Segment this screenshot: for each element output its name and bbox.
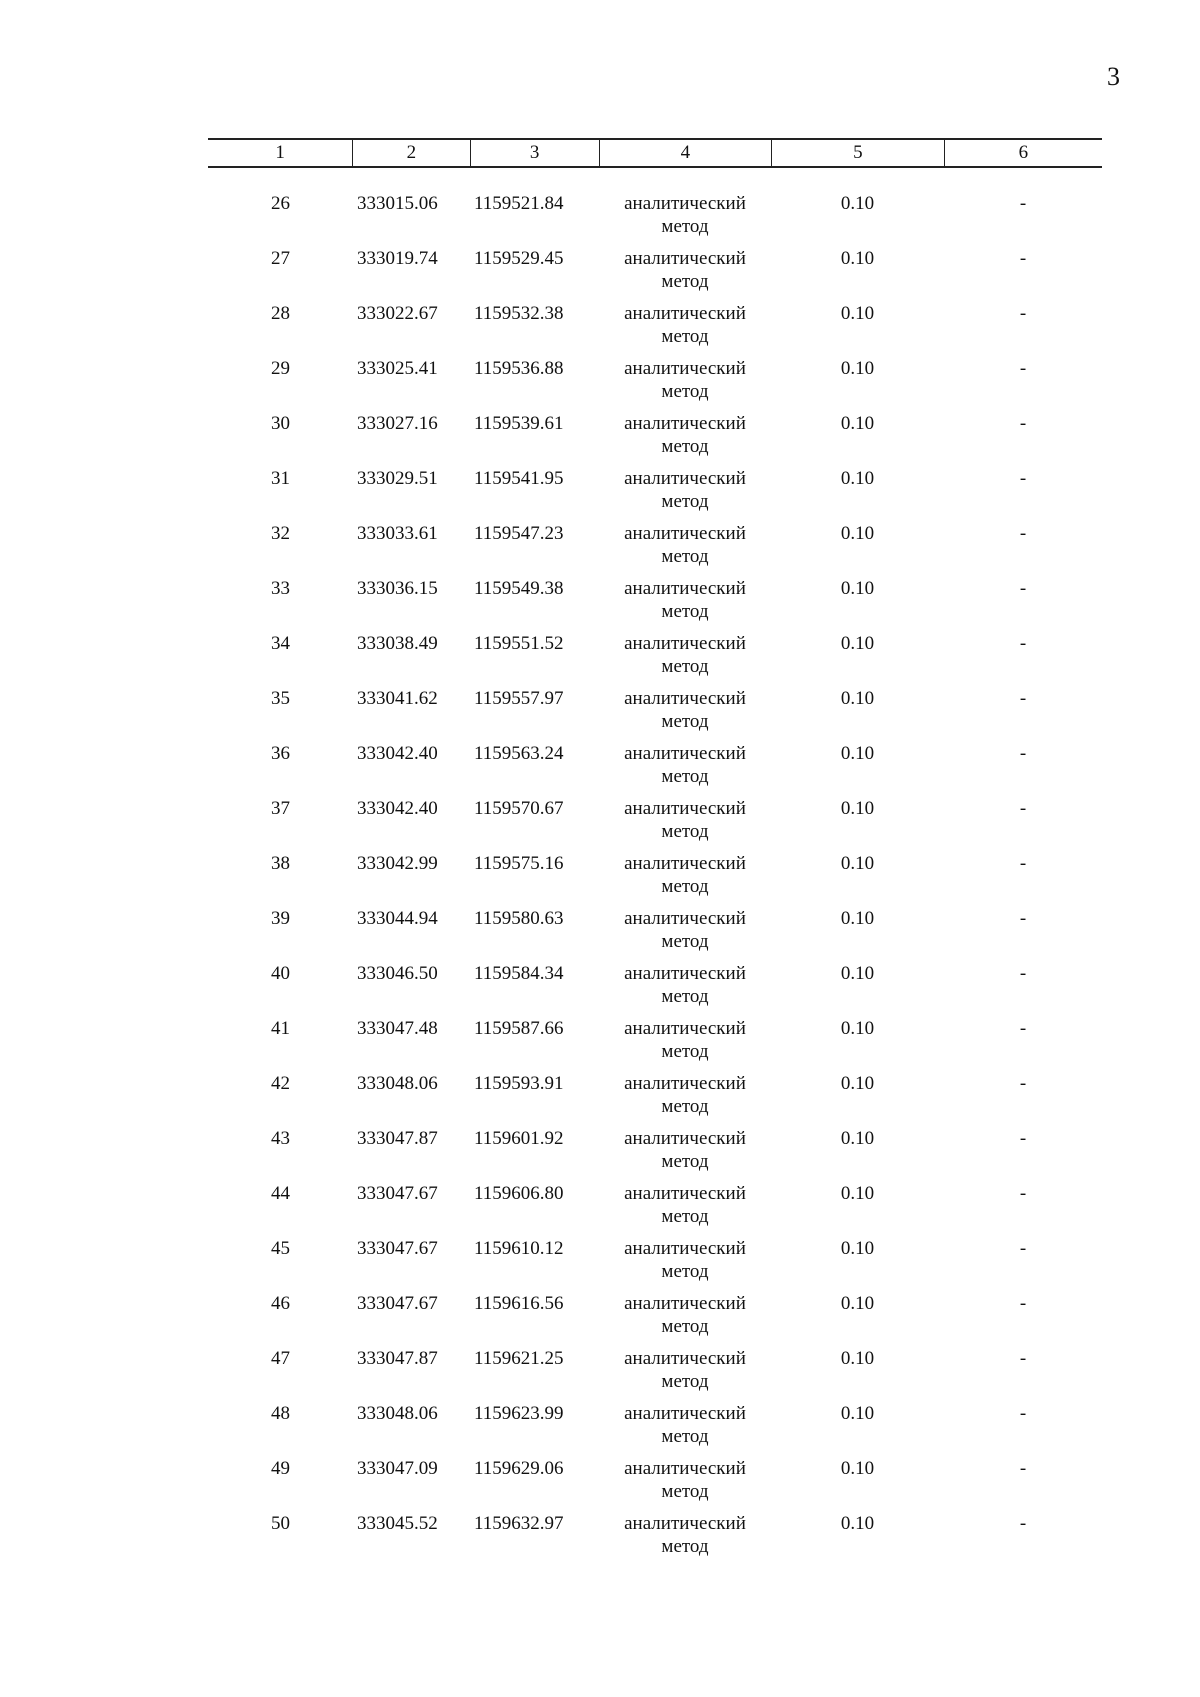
- y-coordinate-cell: 1159536.88: [474, 358, 564, 379]
- method-cell: [599, 1292, 771, 1338]
- point-number-cell: 29: [271, 358, 290, 379]
- method-line: аналитический: [624, 1018, 746, 1039]
- method-cell: [599, 1512, 771, 1558]
- method-line: аналитический: [624, 413, 746, 434]
- method-cell: [599, 1457, 771, 1503]
- y-coordinate-cell: 1159570.67: [474, 798, 564, 819]
- method-line: метод: [661, 436, 709, 457]
- method-line: аналитический: [624, 193, 746, 214]
- y-coordinate-cell: 1159606.80: [474, 1183, 564, 1204]
- method-line: аналитический: [624, 1293, 746, 1314]
- header-col-1: 1: [208, 140, 353, 166]
- method-line: метод: [661, 1426, 709, 1447]
- note-cell: -: [1019, 908, 1027, 929]
- method-line: аналитический: [624, 963, 746, 984]
- method-cell: [599, 192, 771, 238]
- method-line: метод: [661, 656, 709, 677]
- table-row: [208, 632, 1102, 687]
- y-coordinate-cell: 1159529.45: [474, 248, 564, 269]
- x-coordinate-cell: 333042.40: [357, 798, 438, 819]
- method-cell: [599, 797, 771, 843]
- point-number-cell: 28: [271, 303, 290, 324]
- note-cell: -: [1019, 1238, 1027, 1259]
- method-line: аналитический: [624, 633, 746, 654]
- y-coordinate-cell: 1159616.56: [474, 1293, 564, 1314]
- table-row: [208, 1402, 1102, 1457]
- note-cell: -: [1019, 688, 1027, 709]
- table-row: [208, 522, 1102, 577]
- note-cell: -: [1019, 578, 1027, 599]
- y-coordinate-cell: 1159557.97: [474, 688, 564, 709]
- point-number-cell: 36: [271, 743, 290, 764]
- y-coordinate-cell: 1159623.99: [474, 1403, 564, 1424]
- x-coordinate-cell: 333022.67: [357, 303, 438, 324]
- method-cell: [599, 632, 771, 678]
- accuracy-cell: 0.10: [840, 1183, 875, 1204]
- accuracy-cell: 0.10: [840, 413, 875, 434]
- header-col-5: 5: [772, 140, 945, 166]
- table-row: [208, 742, 1102, 797]
- table-row: [208, 1072, 1102, 1127]
- accuracy-cell: 0.10: [840, 963, 875, 984]
- note-cell: -: [1019, 798, 1027, 819]
- method-cell: [599, 302, 771, 348]
- method-line: аналитический: [624, 1183, 746, 1204]
- x-coordinate-cell: 333047.67: [357, 1238, 438, 1259]
- method-line: аналитический: [624, 1238, 746, 1259]
- accuracy-cell: 0.10: [840, 468, 875, 489]
- point-number-cell: 33: [271, 578, 290, 599]
- x-coordinate-cell: 333033.61: [357, 523, 438, 544]
- method-line: метод: [661, 1206, 709, 1227]
- x-coordinate-cell: 333047.09: [357, 1458, 438, 1479]
- point-number-cell: 45: [271, 1238, 290, 1259]
- y-coordinate-cell: 1159593.91: [474, 1073, 564, 1094]
- method-cell: [599, 1237, 771, 1283]
- point-number-cell: 44: [271, 1183, 290, 1204]
- point-number-cell: 40: [271, 963, 290, 984]
- y-coordinate-cell: 1159549.38: [474, 578, 564, 599]
- accuracy-cell: 0.10: [840, 1018, 875, 1039]
- accuracy-cell: 0.10: [840, 1458, 875, 1479]
- method-line: аналитический: [624, 1348, 746, 1369]
- note-cell: -: [1019, 743, 1027, 764]
- x-coordinate-cell: 333044.94: [357, 908, 438, 929]
- method-line: метод: [661, 876, 709, 897]
- method-line: метод: [661, 931, 709, 952]
- method-cell: [599, 357, 771, 403]
- y-coordinate-cell: 1159621.25: [474, 1348, 564, 1369]
- point-number-cell: 49: [271, 1458, 290, 1479]
- note-cell: -: [1019, 523, 1027, 544]
- note-cell: -: [1019, 413, 1027, 434]
- note-cell: -: [1019, 1073, 1027, 1094]
- table-row: [208, 797, 1102, 852]
- table-row: [208, 1292, 1102, 1347]
- x-coordinate-cell: 333015.06: [357, 193, 438, 214]
- note-cell: -: [1019, 1403, 1027, 1424]
- method-line: метод: [661, 711, 709, 732]
- table-row: [208, 687, 1102, 742]
- table-row: [208, 1182, 1102, 1237]
- accuracy-cell: 0.10: [840, 908, 875, 929]
- method-cell: [599, 907, 771, 953]
- x-coordinate-cell: 333041.62: [357, 688, 438, 709]
- method-cell: [599, 962, 771, 1008]
- accuracy-cell: 0.10: [840, 1513, 875, 1534]
- note-cell: -: [1019, 1293, 1027, 1314]
- header-col-3: 3: [471, 140, 600, 166]
- method-line: аналитический: [624, 1403, 746, 1424]
- method-line: метод: [661, 1096, 709, 1117]
- x-coordinate-cell: 333048.06: [357, 1403, 438, 1424]
- note-cell: -: [1019, 468, 1027, 489]
- method-cell: [599, 687, 771, 733]
- note-cell: -: [1019, 358, 1027, 379]
- accuracy-cell: 0.10: [840, 1403, 875, 1424]
- x-coordinate-cell: 333042.99: [357, 853, 438, 874]
- table-body: [208, 168, 1102, 1567]
- point-number-cell: 32: [271, 523, 290, 544]
- point-number-cell: 39: [271, 908, 290, 929]
- method-cell: [599, 1127, 771, 1173]
- point-number-cell: 27: [271, 248, 290, 269]
- y-coordinate-cell: 1159521.84: [474, 193, 564, 214]
- y-coordinate-cell: 1159629.06: [474, 1458, 564, 1479]
- method-line: аналитический: [624, 1513, 746, 1534]
- x-coordinate-cell: 333047.48: [357, 1018, 438, 1039]
- method-cell: [599, 1182, 771, 1228]
- table-row: [208, 1127, 1102, 1182]
- coordinates-table: [208, 138, 1102, 1567]
- accuracy-cell: 0.10: [840, 688, 875, 709]
- method-line: метод: [661, 491, 709, 512]
- point-number-cell: 38: [271, 853, 290, 874]
- note-cell: -: [1019, 1183, 1027, 1204]
- point-number-cell: 37: [271, 798, 290, 819]
- note-cell: -: [1019, 633, 1027, 654]
- method-line: аналитический: [624, 688, 746, 709]
- y-coordinate-cell: 1159575.16: [474, 853, 564, 874]
- accuracy-cell: 0.10: [840, 853, 875, 874]
- y-coordinate-cell: 1159632.97: [474, 1513, 564, 1534]
- header-col-2: 2: [353, 140, 470, 166]
- y-coordinate-cell: 1159551.52: [474, 633, 564, 654]
- accuracy-cell: 0.10: [840, 1238, 875, 1259]
- x-coordinate-cell: 333019.74: [357, 248, 438, 269]
- x-coordinate-cell: 333047.87: [357, 1348, 438, 1369]
- x-coordinate-cell: 333048.06: [357, 1073, 438, 1094]
- x-coordinate-cell: 333047.67: [357, 1183, 438, 1204]
- y-coordinate-cell: 1159580.63: [474, 908, 564, 929]
- point-number-cell: 47: [271, 1348, 290, 1369]
- table-row: [208, 907, 1102, 962]
- method-cell: [599, 1347, 771, 1393]
- note-cell: -: [1019, 1348, 1027, 1369]
- method-line: аналитический: [624, 1073, 746, 1094]
- x-coordinate-cell: 333025.41: [357, 358, 438, 379]
- method-cell: [599, 247, 771, 293]
- method-cell: [599, 522, 771, 568]
- x-coordinate-cell: 333036.15: [357, 578, 438, 599]
- note-cell: -: [1019, 853, 1027, 874]
- method-line: аналитический: [624, 853, 746, 874]
- accuracy-cell: 0.10: [840, 1293, 875, 1314]
- accuracy-cell: 0.10: [840, 523, 875, 544]
- method-cell: [599, 577, 771, 623]
- y-coordinate-cell: 1159539.61: [474, 413, 564, 434]
- method-line: метод: [661, 766, 709, 787]
- point-number-cell: 31: [271, 468, 290, 489]
- y-coordinate-cell: 1159532.38: [474, 303, 564, 324]
- table-row: [208, 412, 1102, 467]
- method-line: аналитический: [624, 578, 746, 599]
- method-line: метод: [661, 216, 709, 237]
- method-line: аналитический: [624, 468, 746, 489]
- note-cell: -: [1019, 1018, 1027, 1039]
- table-row: [208, 1347, 1102, 1402]
- table-row: [208, 247, 1102, 302]
- x-coordinate-cell: 333029.51: [357, 468, 438, 489]
- method-cell: [599, 467, 771, 513]
- note-cell: -: [1019, 963, 1027, 984]
- note-cell: -: [1019, 193, 1027, 214]
- method-line: аналитический: [624, 1458, 746, 1479]
- method-line: аналитический: [624, 303, 746, 324]
- header-col-4: 4: [600, 140, 772, 166]
- method-line: метод: [661, 546, 709, 567]
- accuracy-cell: 0.10: [840, 303, 875, 324]
- table-row: [208, 1237, 1102, 1292]
- method-line: метод: [661, 1371, 709, 1392]
- table-row: [208, 1512, 1102, 1567]
- table-row: [208, 192, 1102, 247]
- method-line: метод: [661, 381, 709, 402]
- y-coordinate-cell: 1159601.92: [474, 1128, 564, 1149]
- point-number-cell: 50: [271, 1513, 290, 1534]
- method-line: метод: [661, 601, 709, 622]
- method-cell: [599, 1402, 771, 1448]
- point-number-cell: 48: [271, 1403, 290, 1424]
- table-row: [208, 852, 1102, 907]
- x-coordinate-cell: 333047.67: [357, 1293, 438, 1314]
- method-line: аналитический: [624, 523, 746, 544]
- table-row: [208, 577, 1102, 632]
- method-cell: [599, 742, 771, 788]
- method-line: аналитический: [624, 248, 746, 269]
- accuracy-cell: 0.10: [840, 1073, 875, 1094]
- accuracy-cell: 0.10: [840, 1348, 875, 1369]
- y-coordinate-cell: 1159563.24: [474, 743, 564, 764]
- accuracy-cell: 0.10: [840, 798, 875, 819]
- method-line: метод: [661, 1041, 709, 1062]
- note-cell: -: [1019, 1513, 1027, 1534]
- method-line: метод: [661, 986, 709, 1007]
- method-cell: [599, 1017, 771, 1063]
- point-number-cell: 34: [271, 633, 290, 654]
- method-line: аналитический: [624, 743, 746, 764]
- y-coordinate-cell: 1159541.95: [474, 468, 564, 489]
- x-coordinate-cell: 333047.87: [357, 1128, 438, 1149]
- point-number-cell: 42: [271, 1073, 290, 1094]
- table-row: [208, 962, 1102, 1017]
- point-number-cell: 30: [271, 413, 290, 434]
- accuracy-cell: 0.10: [840, 248, 875, 269]
- note-cell: -: [1019, 303, 1027, 324]
- method-line: аналитический: [624, 798, 746, 819]
- x-coordinate-cell: 333046.50: [357, 963, 438, 984]
- x-coordinate-cell: 333045.52: [357, 1513, 438, 1534]
- point-number-cell: 43: [271, 1128, 290, 1149]
- x-coordinate-cell: 333038.49: [357, 633, 438, 654]
- method-line: метод: [661, 1536, 709, 1557]
- method-cell: [599, 852, 771, 898]
- method-line: аналитический: [624, 358, 746, 379]
- accuracy-cell: 0.10: [840, 358, 875, 379]
- table-row: [208, 1457, 1102, 1512]
- table-row: [208, 467, 1102, 522]
- y-coordinate-cell: 1159610.12: [474, 1238, 564, 1259]
- point-number-cell: 41: [271, 1018, 290, 1039]
- accuracy-cell: 0.10: [840, 193, 875, 214]
- y-coordinate-cell: 1159584.34: [474, 963, 564, 984]
- method-line: метод: [661, 1151, 709, 1172]
- point-number-cell: 46: [271, 1293, 290, 1314]
- method-line: метод: [661, 1481, 709, 1502]
- accuracy-cell: 0.10: [840, 743, 875, 764]
- accuracy-cell: 0.10: [840, 633, 875, 654]
- method-line: метод: [661, 1261, 709, 1282]
- method-cell: [599, 412, 771, 458]
- note-cell: -: [1019, 248, 1027, 269]
- y-coordinate-cell: 1159547.23: [474, 523, 564, 544]
- table-row: [208, 302, 1102, 357]
- method-cell: [599, 1072, 771, 1118]
- point-number-cell: 35: [271, 688, 290, 709]
- y-coordinate-cell: 1159587.66: [474, 1018, 564, 1039]
- method-line: метод: [661, 821, 709, 842]
- table-header: [208, 138, 1102, 168]
- method-line: метод: [661, 326, 709, 347]
- x-coordinate-cell: 333027.16: [357, 413, 438, 434]
- table-row: [208, 357, 1102, 412]
- method-line: аналитический: [624, 908, 746, 929]
- header-col-6: 6: [1018, 142, 1029, 163]
- method-line: аналитический: [624, 1128, 746, 1149]
- method-line: метод: [661, 1316, 709, 1337]
- accuracy-cell: 0.10: [840, 1128, 875, 1149]
- method-line: метод: [661, 271, 709, 292]
- accuracy-cell: 0.10: [840, 578, 875, 599]
- table-row: [208, 1017, 1102, 1072]
- note-cell: -: [1019, 1458, 1027, 1479]
- x-coordinate-cell: 333042.40: [357, 743, 438, 764]
- point-number-cell: 26: [271, 193, 290, 214]
- note-cell: -: [1019, 1128, 1027, 1149]
- page-number: 3: [1107, 62, 1120, 91]
